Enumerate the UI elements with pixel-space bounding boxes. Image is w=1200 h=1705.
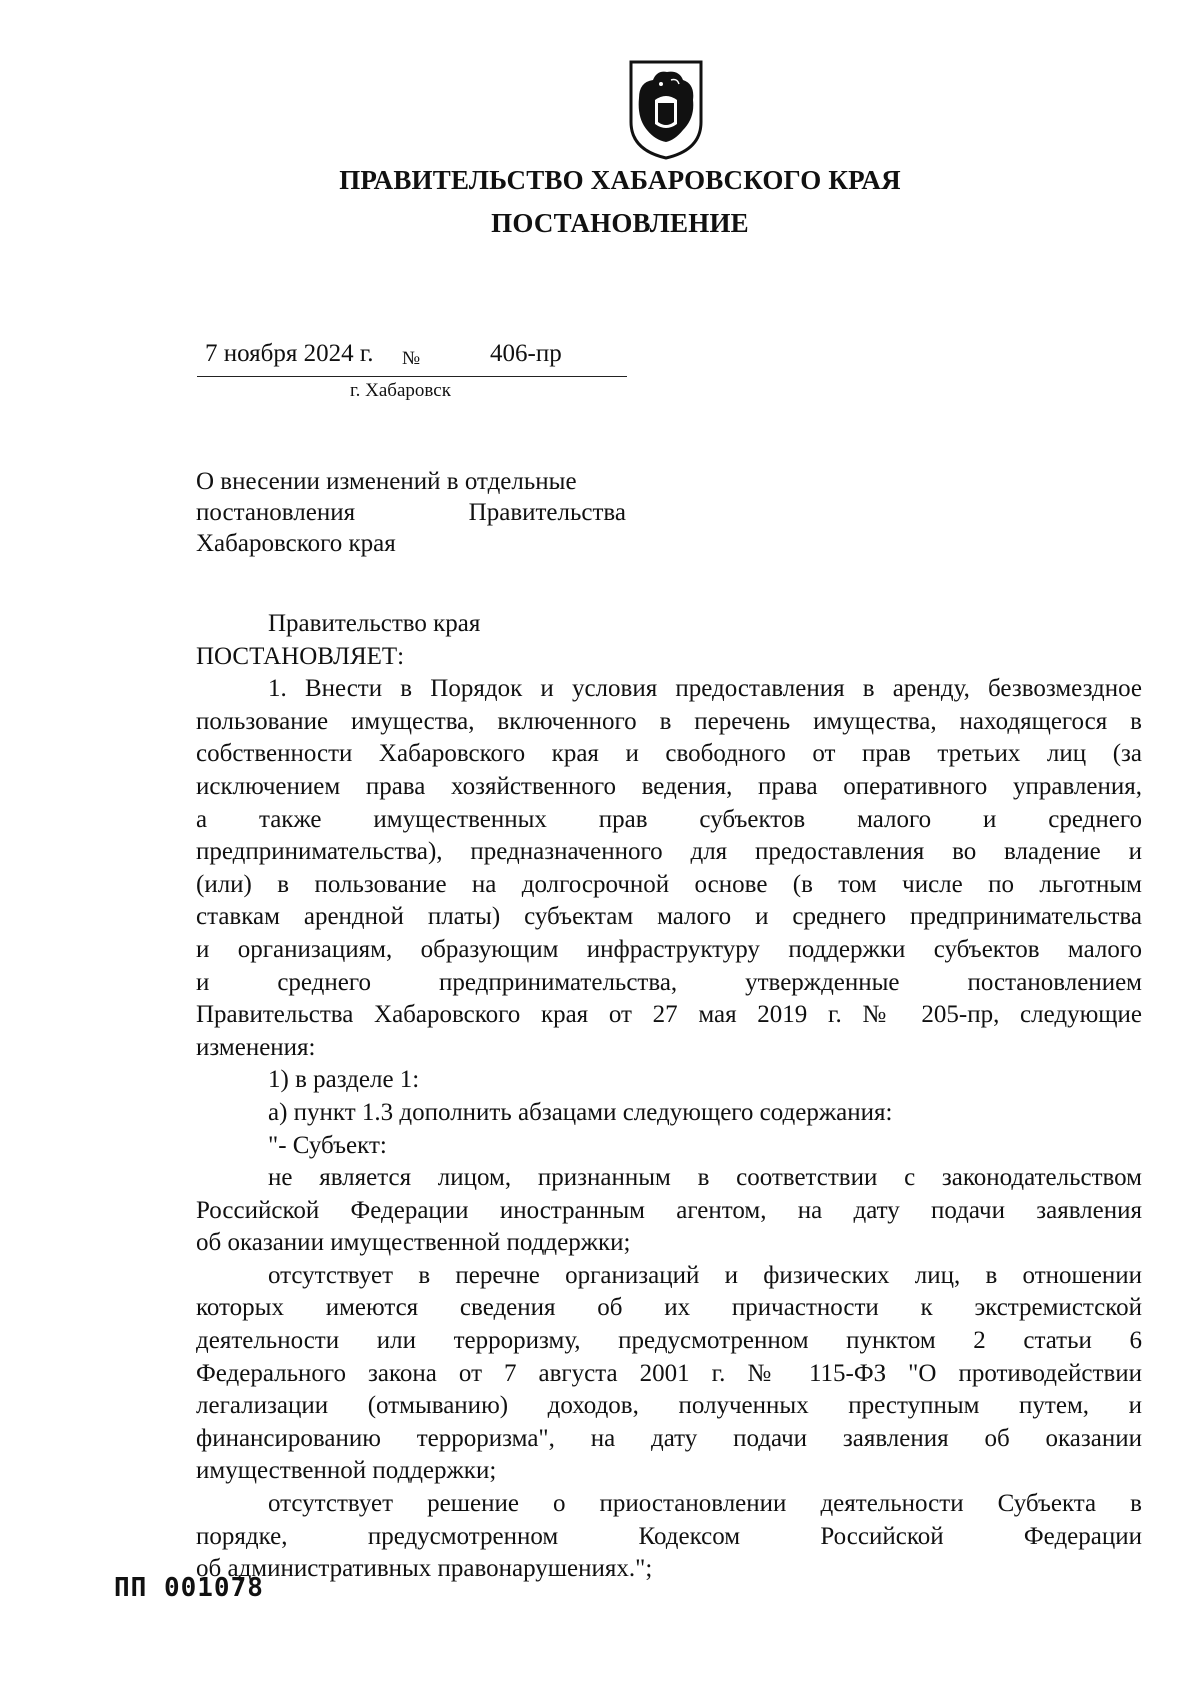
body-line: 1. Внести в Порядок и условия предоставления в аренду, безвозмездное bbox=[268, 675, 1142, 703]
subject-line: О внесении изменений в отдельные bbox=[196, 468, 577, 495]
body-line: об оказании имущественной поддержки; bbox=[196, 1229, 631, 1257]
body-line: финансированию терроризма", на дату подачи заявления об оказании bbox=[196, 1424, 1142, 1452]
document-form-code: ПП 001078 bbox=[114, 1573, 264, 1603]
body-paragraph: ПОСТАНОВЛЯЕТ: bbox=[196, 642, 405, 670]
subject-line bbox=[196, 497, 626, 528]
body-line: пользование имущества, включенного в перечень имущества, находящегося в bbox=[196, 707, 1142, 735]
body-paragraph bbox=[196, 1260, 1142, 1488]
number-sign: № bbox=[402, 348, 421, 369]
body-line: порядке, предусмотренном Кодексом Российской Федерации bbox=[196, 1522, 1142, 1550]
body-line: отсутствует решение о приостановлении деятельности Субъекта в bbox=[268, 1490, 1142, 1518]
body-paragraph: Правительство края bbox=[268, 610, 481, 637]
subject-word: постановления bbox=[196, 499, 356, 526]
body-line: об административных правонарушениях."; bbox=[196, 1555, 653, 1583]
document-city: г. Хабаровск bbox=[350, 380, 451, 401]
body-line: ставкам арендной платы) субъектам малого и среднего предпринимательства bbox=[196, 903, 1142, 931]
body-paragraph: "- Субъект: bbox=[268, 1131, 387, 1159]
document-body bbox=[196, 608, 1142, 1586]
coat-of-arms-icon bbox=[627, 58, 705, 160]
body-line: предпринимательства), предназначенного для предоставления во владение и bbox=[196, 838, 1142, 866]
body-line: имущественной поддержки; bbox=[196, 1457, 497, 1485]
body-line: исключением права хозяйственного ведения, права оперативного управления, bbox=[196, 772, 1142, 800]
body-line: и среднего предпринимательства, утвержденные постановлением bbox=[196, 968, 1142, 996]
body-line: Правительства Хабаровского края от 27 мая 2019 г. № 205-пр, следующие bbox=[196, 1001, 1142, 1029]
body-line: Российской Федерации иностранным агентом, на дату подачи заявления bbox=[196, 1196, 1142, 1224]
subject-word: Правительства bbox=[468, 499, 626, 526]
body-line: отсутствует в перечне организаций и физических лиц, в отношении bbox=[268, 1261, 1142, 1289]
body-line: и организациям, образующим инфраструктуру поддержки субъектов малого bbox=[196, 935, 1142, 963]
subject-line: Хабаровского края bbox=[196, 530, 396, 557]
document-date: 7 ноября 2024 г. bbox=[205, 340, 374, 367]
date-number-line bbox=[197, 340, 627, 377]
body-paragraph: а) пункт 1.3 дополнить абзацами следующего содержания: bbox=[268, 1098, 893, 1126]
body-paragraph bbox=[196, 1488, 1142, 1586]
body-line: не является лицом, признанным в соответствии с законодательством bbox=[268, 1164, 1142, 1192]
body-line: Федерального закона от 7 августа 2001 г. № 115-ФЗ "О противодействии bbox=[196, 1359, 1142, 1387]
document-subject bbox=[196, 466, 626, 559]
document-number: 406-пр bbox=[490, 340, 562, 367]
body-line: изменения: bbox=[196, 1033, 316, 1061]
body-paragraph bbox=[196, 673, 1142, 1064]
body-line: собственности Хабаровского края и свободного от прав третьих лиц (за bbox=[196, 740, 1142, 768]
body-paragraph: 1) в разделе 1: bbox=[268, 1066, 420, 1094]
body-paragraph bbox=[196, 1162, 1142, 1260]
body-line: которых имеются сведения об их причастности к экстремистской bbox=[196, 1294, 1142, 1322]
organization-name: ПРАВИТЕЛЬСТВО ХАБАРОВСКОГО КРАЯ bbox=[339, 165, 901, 195]
body-line: а также имущественных прав субъектов малого и среднего bbox=[196, 805, 1142, 833]
body-line: деятельности или терроризму, предусмотренном пунктом 2 статьи 6 bbox=[196, 1327, 1142, 1355]
body-line: легализации (отмыванию) доходов, полученных преступным путем, и bbox=[196, 1392, 1142, 1420]
body-line: (или) в пользование на долгосрочной основе (в том числе по льготным bbox=[196, 870, 1142, 898]
document-kind: ПОСТАНОВЛЕНИЕ bbox=[491, 208, 749, 238]
